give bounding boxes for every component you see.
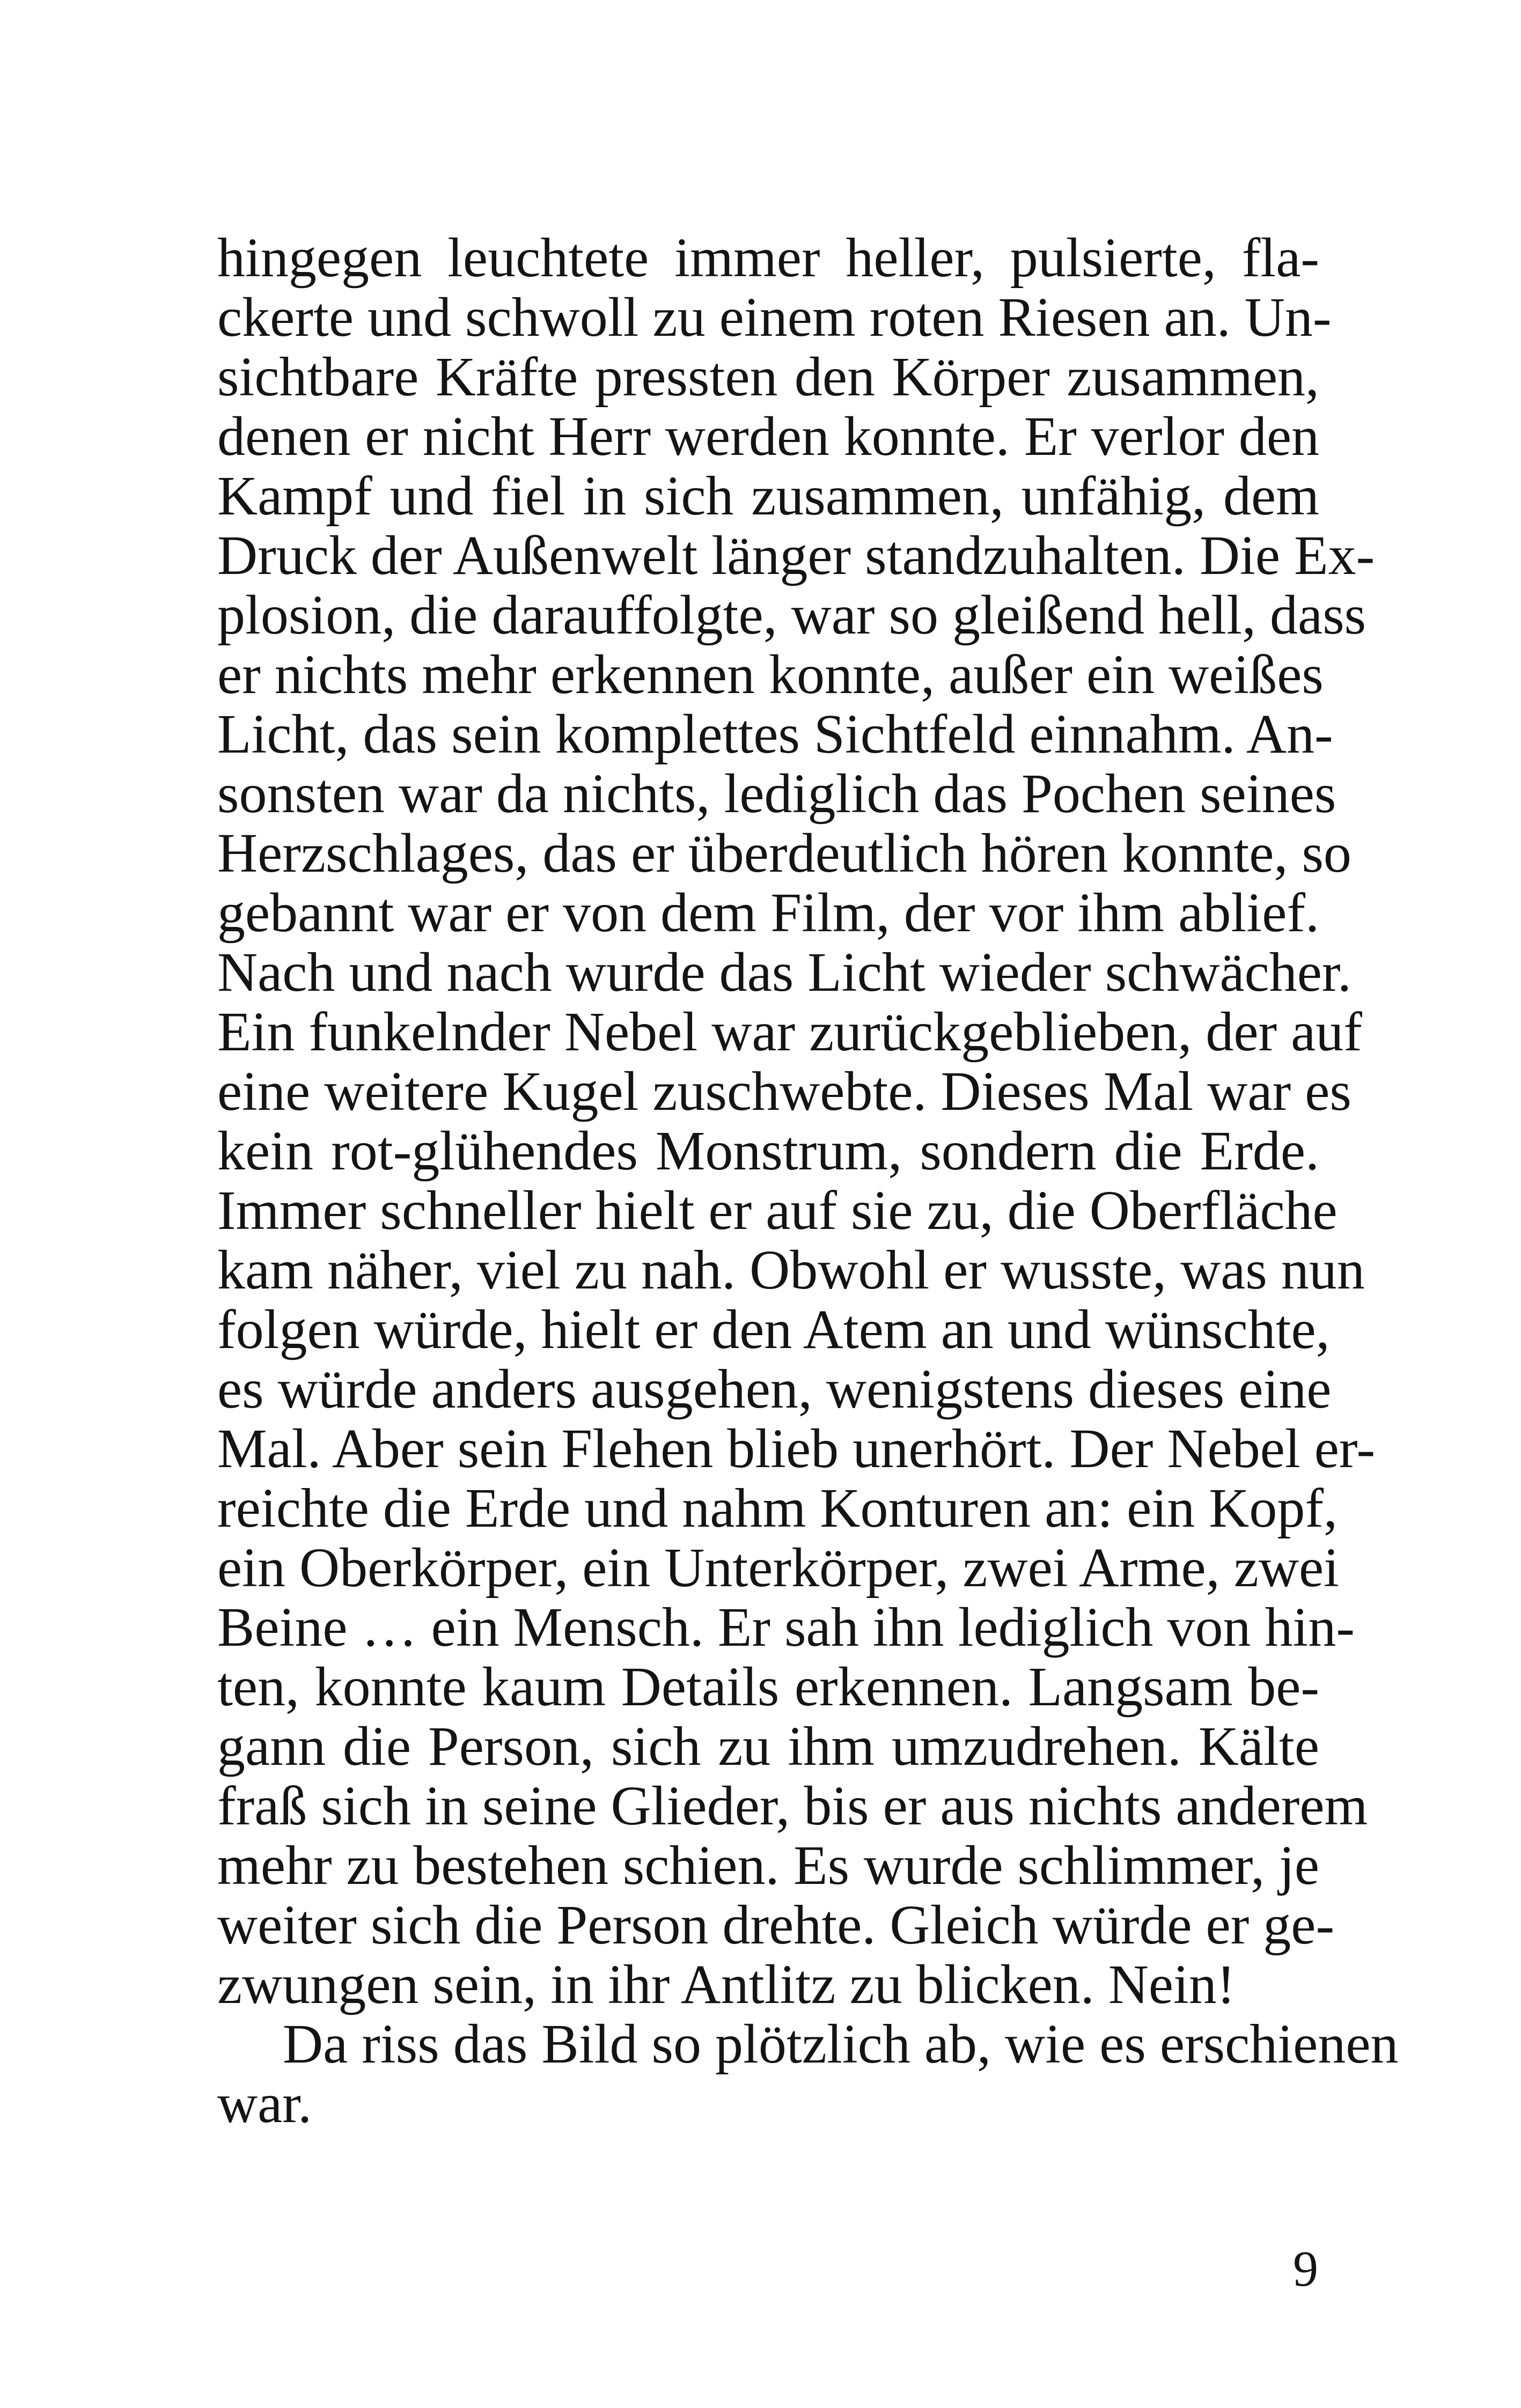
text-line: gann die Person, sich zu ihm umzudrehen. Kälte <box>217 1715 1319 1777</box>
text-line: kein rot-glühendes Monstrum, sondern die Erde. <box>217 1120 1319 1182</box>
text-line: ten, konnte kaum Details erkennen. Langsam be- <box>217 1656 1319 1718</box>
text-line: kam näher, viel zu nah. Obwohl er wusste, was nun <box>217 1239 1365 1301</box>
text-line-paragraph-start: Da riss das Bild so plötzlich ab, wie es erschienen <box>283 2013 1399 2075</box>
text-line: er nichts mehr erkennen konnte, außer ein weißes <box>217 644 1324 705</box>
text-line: folgen würde, hielt er den Atem an und wünschte, <box>217 1299 1330 1360</box>
text-line: Nach und nach wurde das Licht wieder schwächer. <box>217 941 1351 1003</box>
text-line: mehr zu bestehen schien. Es wurde schlimmer, je <box>217 1835 1319 1896</box>
text-line: es würde anders ausgehen, wenigstens dieses eine <box>217 1358 1332 1420</box>
text-line: denen er nicht Herr werden konnte. Er verlor den <box>217 406 1319 467</box>
text-line: gebannt war er von dem Film, der vor ihm ablief. <box>217 882 1319 944</box>
text-line: Kampf und fiel in sich zusammen, unfähig, dem <box>217 465 1319 527</box>
text-line: war. <box>217 2073 312 2134</box>
text-line: hingegen leuchtete immer heller, pulsierte, fla- <box>217 227 1319 289</box>
text-line: weiter sich die Person drehte. Gleich würde er ge- <box>217 1894 1335 1956</box>
text-line: sonsten war da nichts, lediglich das Pochen seines <box>217 763 1336 824</box>
text-line: zwungen sein, in ihr Antlitz zu blicken. Nein! <box>217 1954 1236 2015</box>
text-line: ein Oberkörper, ein Unterkörper, zwei Arme, zwei <box>217 1537 1340 1599</box>
text-line: Herzschlages, das er überdeutlich hören konnte, so <box>217 822 1351 884</box>
body-text <box>217 227 1399 2134</box>
text-line: Ein funkelnder Nebel war zurückgeblieben, der auf <box>217 1001 1362 1063</box>
text-line: eine weitere Kugel zuschwebte. Dieses Mal war es <box>217 1061 1351 1122</box>
page-number: 9 <box>1293 2241 1318 2297</box>
text-line: Mal. Aber sein Flehen blieb unerhört. Der Nebel er- <box>217 1418 1376 1479</box>
text-line: fraß sich in seine Glieder, bis er aus nichts anderem <box>217 1775 1368 1837</box>
text-line: Licht, das sein komplettes Sichtfeld einnahm. An- <box>217 703 1333 765</box>
text-line: sichtbare Kräfte pressten den Körper zusammen, <box>217 346 1319 408</box>
text-line: Beine … ein Mensch. Er sah ihn lediglich von hin- <box>217 1596 1355 1658</box>
text-line: Druck der Außenwelt länger standzuhalten. Die Ex- <box>217 525 1375 586</box>
text-line: ckerte und schwoll zu einem roten Riesen an. Un- <box>217 286 1332 348</box>
text-line: Immer schneller hielt er auf sie zu, die Oberfläche <box>217 1180 1338 1241</box>
text-line: plosion, die darauffolgte, war so gleißend hell, dass <box>217 584 1366 646</box>
text-line: reichte die Erde und nahm Konturen an: ein Kopf, <box>217 1477 1338 1539</box>
